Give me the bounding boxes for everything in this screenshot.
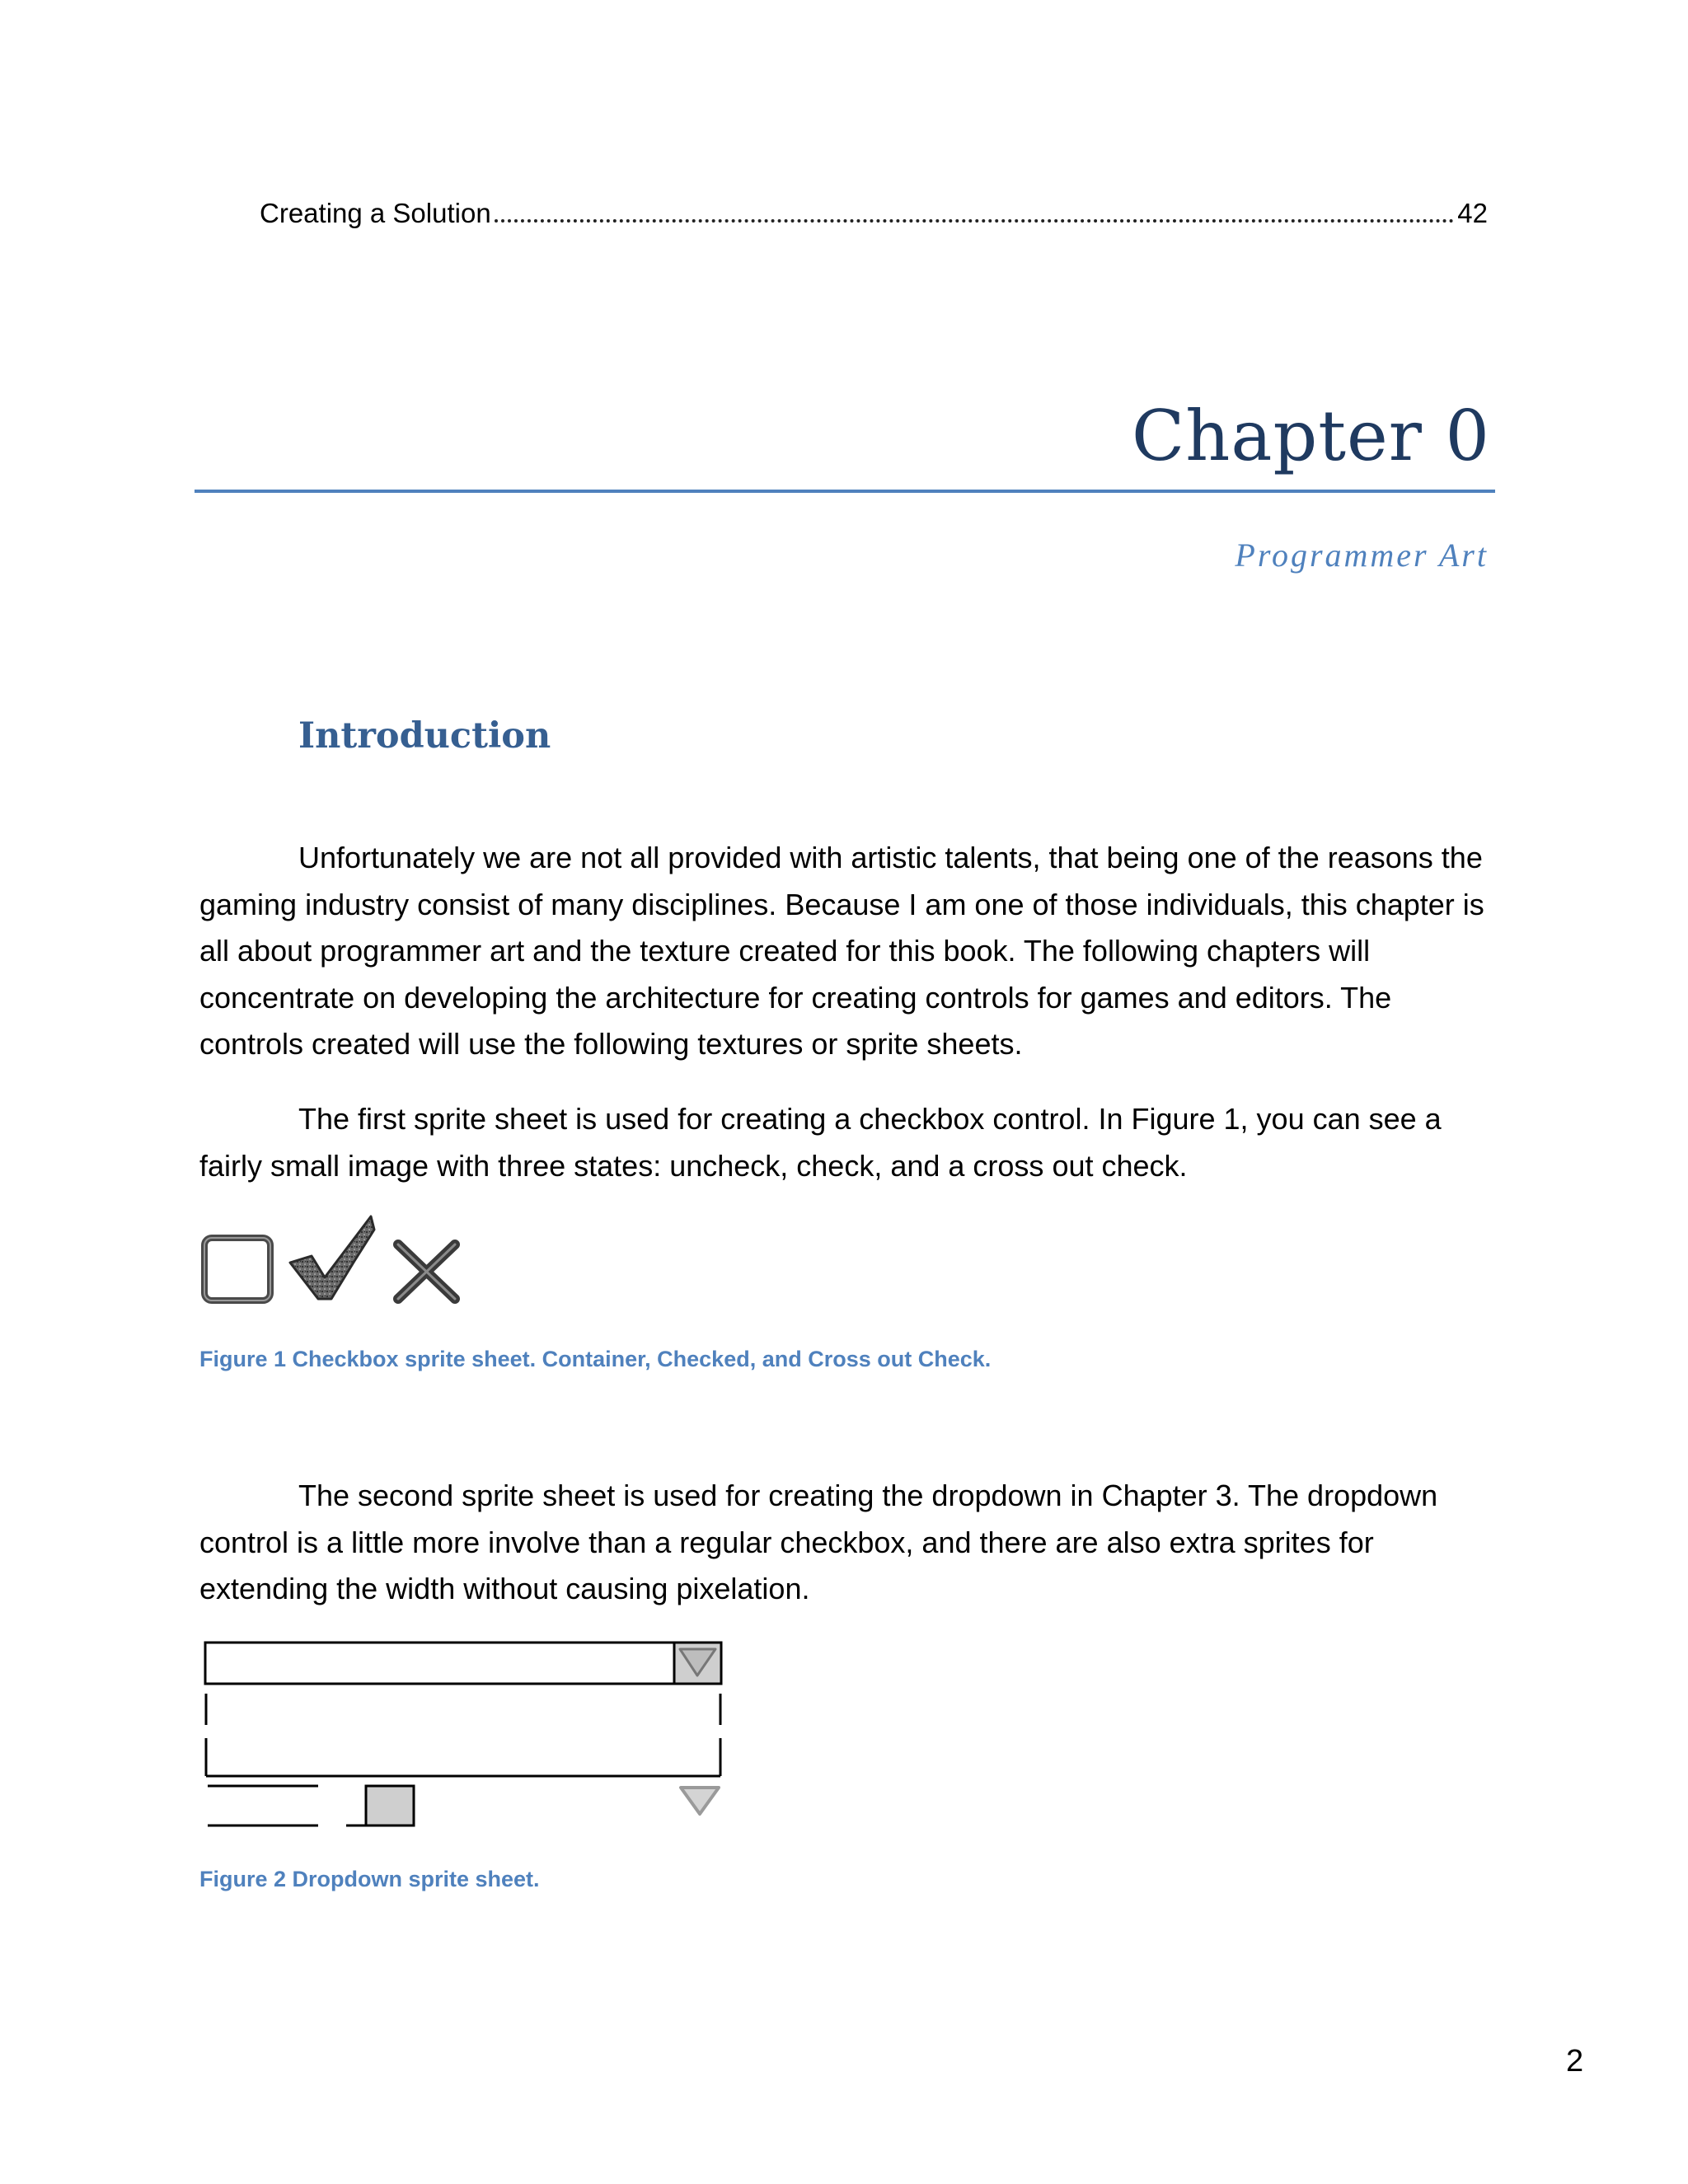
body-paragraph: Unfortunately we are not all provided with artistic talents, that being one of the reasons the gaming industry consist of many disciplines. Because I am one of those individuals, this chapter is all about programmer art and the texture created for this book. The following chapters will concentrate on developing the architecture for creating controls for games and editors. The controls created will use the following textures or sprite sheets. bbox=[199, 841, 1484, 1061]
body-paragraph: The second sprite sheet is used for creating the dropdown in Chapter 3. The dropdown control is a little more involve than a regular checkbox, and there are also extra sprites for extending the width without causing pixelation. bbox=[199, 1479, 1438, 1605]
dropdown-sprite-sheet-figure bbox=[198, 1634, 725, 1832]
chapter-rule bbox=[195, 490, 1495, 493]
dropdown-arrow-icon bbox=[681, 1788, 719, 1814]
body-paragraph: The first sprite sheet is used for creating a checkbox control. In Figure 1, you can see a fairly small image with three states: uncheck, check, and a cross out check. bbox=[199, 1102, 1442, 1183]
figure-1-caption: Figure 1 Checkbox sprite sheet. Container, Checked, and Cross out Check. bbox=[199, 1347, 992, 1371]
chapter-subtitle: Programmer Art bbox=[1235, 537, 1489, 574]
checkmark-icon bbox=[290, 1216, 374, 1299]
toc-entry-page: 42 bbox=[1457, 198, 1488, 228]
figure-2-caption: Figure 2 Dropdown sprite sheet. bbox=[199, 1867, 540, 1891]
cross-out-icon bbox=[398, 1244, 455, 1299]
chapter-title: Chapter 0 bbox=[1132, 396, 1490, 476]
section-heading: Introduction bbox=[298, 715, 551, 757]
checkbox-container-icon bbox=[204, 1238, 270, 1301]
dropdown-box-sprite bbox=[205, 1643, 721, 1684]
dropdown-list-sprite bbox=[206, 1694, 720, 1776]
dropdown-edge-sprites bbox=[208, 1786, 414, 1825]
checkbox-sprite-sheet-figure bbox=[198, 1212, 470, 1309]
toc-entry-title: Creating a Solution bbox=[260, 198, 491, 228]
toc-entry bbox=[260, 198, 1488, 236]
toc-leader-dots bbox=[495, 218, 1455, 223]
page-number: 2 bbox=[1566, 2044, 1584, 2079]
